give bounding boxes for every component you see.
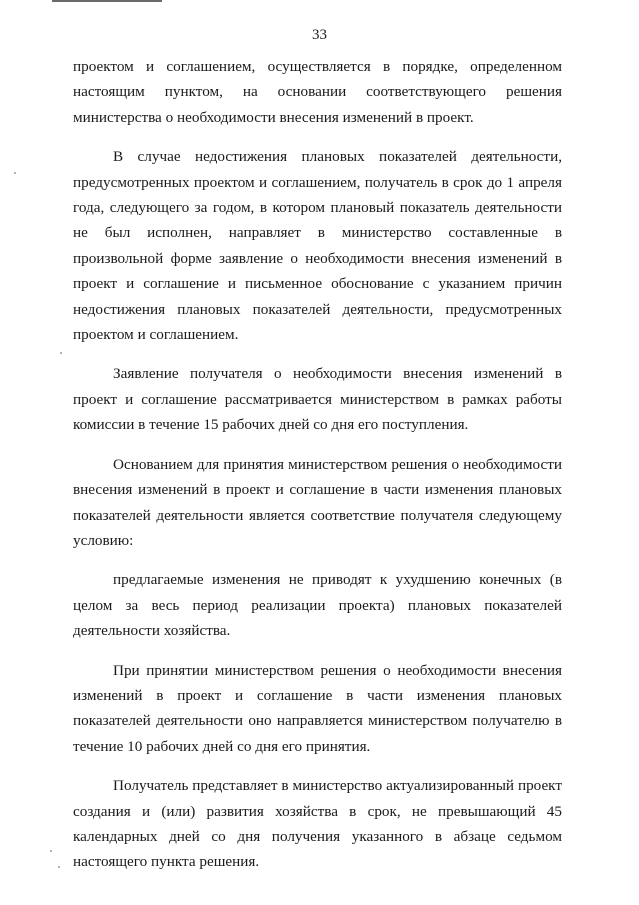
scan-speck [60, 352, 62, 354]
scan-speck [58, 866, 60, 868]
paragraph-updated-project: Получатель представляет в министерство актуализированный проект создания и (или) развития хозяйства в срок, не превышающий 45 календарных дней со дня получения указанного в абзаце седьмом настоящего пункта решения. [73, 777, 562, 871]
top-border-line [52, 0, 162, 2]
paragraph-continuation: проектом и соглашением, осуществляется в порядке, определенном настоящим пунктом, на основании соответствующего решения министерства о необходимости внесения изменений в проект. [73, 58, 562, 126]
scan-speck [14, 172, 16, 174]
paragraph-decision-notice: При принятии министерством решения о необходимости внесения изменений в проект и соглашение в части изменения плановых показателей деятельности оно направляется министерством получателю в течение 10 рабочих дней со дня его принятия. [73, 661, 562, 755]
scan-speck [50, 850, 52, 852]
paragraph-condition: предлагаемые изменения не приводят к ухудшению конечных (в целом за весь период реализации проекта) плановых показателей деятельности хозяйства. [73, 571, 562, 640]
paragraph-decision-basis: Основанием для принятия министерством решения о необходимости внесения изменений в проект и соглашение в части изменения плановых показателей деятельности является соответствие получателя следующему условию: [73, 455, 562, 549]
page-number: 33 [312, 27, 327, 43]
paragraph-target-shortfall: В случае недостижения плановых показателей деятельности, предусмотренных проектом и соглашением, получатель в срок до 1 апреля года, следующего за годом, в котором плановый показатель деятельности не был исполнен, направляет в министерство составленные в произвольной форме заявление о необходимости внесения изменений в проект и соглашение и письменное обоснование с указанием причин недостижения плановых показателей деятельности, предусмотренных проектом и соглашением. [73, 148, 562, 344]
document-body [73, 54, 562, 889]
paragraph-application-review: Заявление получателя о необходимости внесения изменений в проект и соглашение рассматривается министерством в рамках работы комиссии в течение 15 рабочих дней со дня его поступления. [73, 365, 562, 434]
